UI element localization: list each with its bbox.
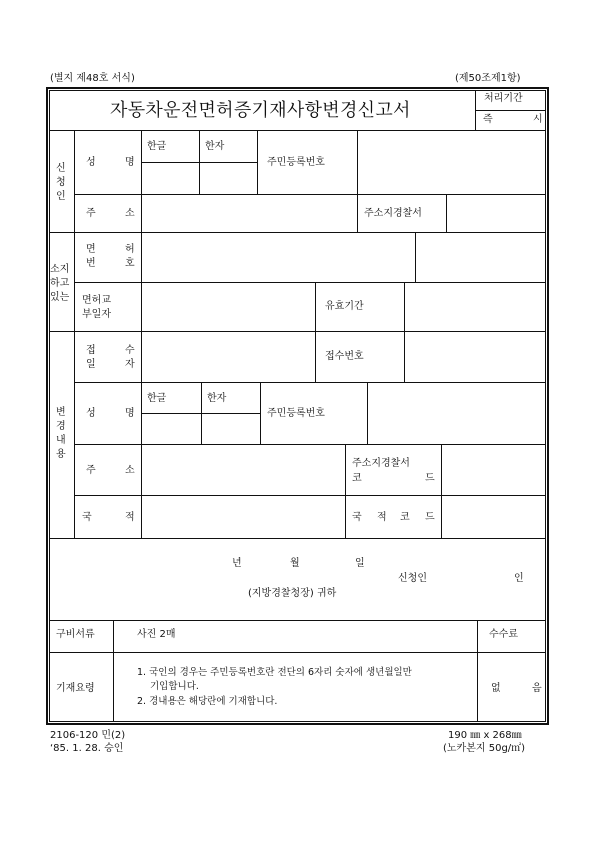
change-police-label-a: 주소지경찰서 — [352, 458, 410, 469]
date-day-label: 일 — [355, 558, 365, 569]
license-validity-input[interactable] — [406, 284, 544, 329]
applicant-rrn-label: 주민등록번호 — [267, 157, 325, 168]
notes-label: 기재요령 — [56, 683, 95, 694]
notes-line-1: 1. 국인의 경우는 주민등록번호란 전단의 6자리 숫자에 생년월일만 — [137, 667, 412, 678]
change-police-code-input[interactable] — [443, 446, 544, 493]
change-address-label-b: 소 — [125, 465, 135, 476]
applicant-name-label-a: 성 — [86, 157, 96, 168]
license-number-extra-input[interactable] — [417, 234, 544, 280]
change-receipt-label-a: 접 — [86, 345, 96, 356]
documents-value: 사진 2매 — [137, 629, 176, 640]
applicant-address-input[interactable] — [143, 196, 355, 230]
license-section-label: 소지하고있는 — [50, 264, 70, 303]
license-number-label-a: 면 — [86, 244, 96, 255]
change-natcode-label-c: 코 — [400, 512, 410, 523]
date-year-label: 년 — [232, 558, 242, 569]
change-natcode-label-b: 적 — [377, 512, 387, 523]
footer-size: 190 ㎜ x 268㎜ — [448, 730, 522, 741]
form-title: 자동차운전면허증기재사항변경신고서 — [110, 100, 411, 121]
license-number-label-c: 번 — [86, 258, 96, 269]
change-natcode-label-d: 드 — [425, 512, 435, 523]
applicant-address-label-b: 소 — [125, 208, 135, 219]
recipient-label: (지방경찰청장) 귀하 — [248, 588, 337, 599]
applicant-police-input[interactable] — [448, 196, 544, 230]
change-receipt-label-b: 수 — [125, 345, 135, 356]
processing-value-b: 시 — [533, 114, 543, 125]
license-issue-date-input[interactable] — [143, 284, 313, 329]
change-nationality-label-a: 국 — [82, 512, 92, 523]
change-name-label-b: 명 — [125, 408, 135, 419]
license-issue-label-b: 부일자 — [82, 309, 111, 320]
change-receipt-date-input[interactable] — [143, 333, 313, 380]
applicant-rrn-input[interactable] — [359, 132, 544, 192]
applicant-section-label: 신청인 — [56, 163, 66, 202]
fee-value-b: 음 — [532, 683, 542, 694]
signature-applicant-label: 신청인 — [398, 573, 427, 584]
change-police-label-c: 드 — [425, 473, 435, 484]
change-hanja-label: 한자 — [207, 393, 227, 404]
applicant-address-label-a: 주 — [86, 208, 96, 219]
applicant-hangul-label: 한글 — [147, 141, 167, 152]
change-receipt-number-input[interactable] — [406, 333, 544, 380]
fee-value-a: 없 — [491, 683, 501, 694]
article-reference: (제50조제1항) — [455, 73, 521, 84]
change-natcode-input[interactable] — [443, 497, 544, 536]
license-number-label-b: 허 — [125, 244, 135, 255]
applicant-name-hangul-input[interactable] — [143, 164, 197, 192]
change-nationality-input[interactable] — [143, 497, 343, 536]
fee-label: 수수료 — [489, 629, 518, 640]
change-receipt-label-c: 일 — [86, 359, 96, 370]
applicant-hanja-label: 한자 — [205, 141, 225, 152]
change-nationality-label-b: 적 — [125, 512, 135, 523]
change-hangul-label: 한글 — [147, 393, 167, 404]
change-receipt-label-d: 자 — [125, 359, 135, 370]
change-receipt-number-label: 접수번호 — [325, 351, 364, 362]
change-name-hangul-input[interactable] — [143, 415, 199, 442]
change-name-hanja-input[interactable] — [203, 415, 258, 442]
license-number-input[interactable] — [143, 234, 413, 280]
footer-code: 2106-120 민(2) — [50, 730, 126, 741]
footer-approval: ‘85. 1. 28. 승인 — [50, 743, 124, 754]
notes-line-2: 2. 경내용은 해당란에 기재합니다. — [137, 696, 278, 707]
change-section-label: 변경내용 — [56, 407, 66, 460]
change-rrn-input[interactable] — [369, 384, 544, 442]
processing-period-label: 처리기간 — [484, 93, 523, 104]
processing-value-a: 즉 — [483, 114, 493, 125]
applicant-police-label: 주소지경찰서 — [364, 208, 422, 219]
footer-paper: (노카본지 50g/㎡) — [443, 743, 526, 754]
license-number-label-d: 호 — [125, 258, 135, 269]
change-address-label-a: 주 — [86, 465, 96, 476]
form-number: (별지 제48호 서식) — [50, 73, 135, 84]
applicant-name-label-b: 명 — [125, 157, 135, 168]
change-rrn-label: 주민등록번호 — [267, 408, 325, 419]
documents-label: 구비서류 — [56, 629, 95, 640]
license-validity-label: 유효기간 — [325, 301, 364, 312]
signature-seal-label: 인 — [514, 573, 524, 584]
applicant-name-hanja-input[interactable] — [201, 164, 255, 192]
date-month-label: 월 — [290, 558, 300, 569]
notes-line-1b: 기입합니다. — [150, 681, 199, 692]
change-address-input[interactable] — [143, 446, 343, 493]
change-natcode-label-a: 국 — [352, 512, 362, 523]
license-issue-label-a: 면허교 — [82, 295, 111, 306]
change-name-label-a: 성 — [86, 408, 96, 419]
change-police-label-b: 코 — [352, 473, 362, 484]
